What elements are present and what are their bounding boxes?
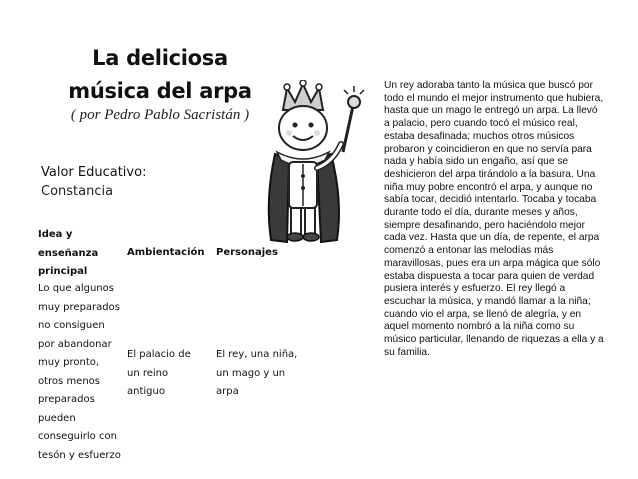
cell-setting: El palacio de un reino antiguo xyxy=(127,349,191,397)
cartoon-king-icon xyxy=(253,80,373,248)
cell-characters: El rey, una niña, un mago y un arpa xyxy=(216,349,298,397)
educational-value-label: Valor Educativo: xyxy=(41,165,147,180)
header-characters: Personajes xyxy=(216,247,278,258)
cell-idea: Lo que algunos muy preparados no consiguen por abandonar muy pronto, otros menos preparados pueden conseguirlo con tesón y esfuerzo xyxy=(38,283,121,461)
author-line: ( por Pedro Pablo Sacristán ) xyxy=(70,107,250,123)
header-idea: Idea y enseñanza principal xyxy=(38,229,99,277)
story-text: Un rey adoraba tanto la música que buscó por todo el mundo el mejor instrumento que hubiera, hasta que un mago le entregó un arpa. La llevó a palacio, pero cuando tocó el músico real, estaba desafinada; muchos otros músicos probaron y coincidieron en que no servía para nada y había sido un engaño, así que se deshicieron del arpa tirándolo a la basura. Una niña muy pobre encontró el arpa, y aunque no sabía tocar, decidió intentarlo. Tocaba y tocaba durante todo el día, durante meses y años, siempre desafinando, pero haciéndolo mejor cada vez. Hasta que un día, de repente, el arpa comenzó a entonar las melodías más maravillosas, pues era un arpa mágica que sólo estaba dispuesta a tocar para quien de verdad pusiera interés y esfuerzo. El rey llegó a escuchar la música, y mandó llamar a la niña; cuando vio el arpa, se llenó de alegría, y en aquel momento nombró a la niña como su músico particular, llenando de riquezas a ella y a su familia. xyxy=(384,80,604,358)
header-setting: Ambientación xyxy=(127,247,205,258)
page-title xyxy=(40,42,280,108)
educational-value: Constancia xyxy=(41,184,114,199)
title-line-1: La deliciosa xyxy=(92,46,228,70)
title-line-2: música del arpa xyxy=(68,79,252,103)
